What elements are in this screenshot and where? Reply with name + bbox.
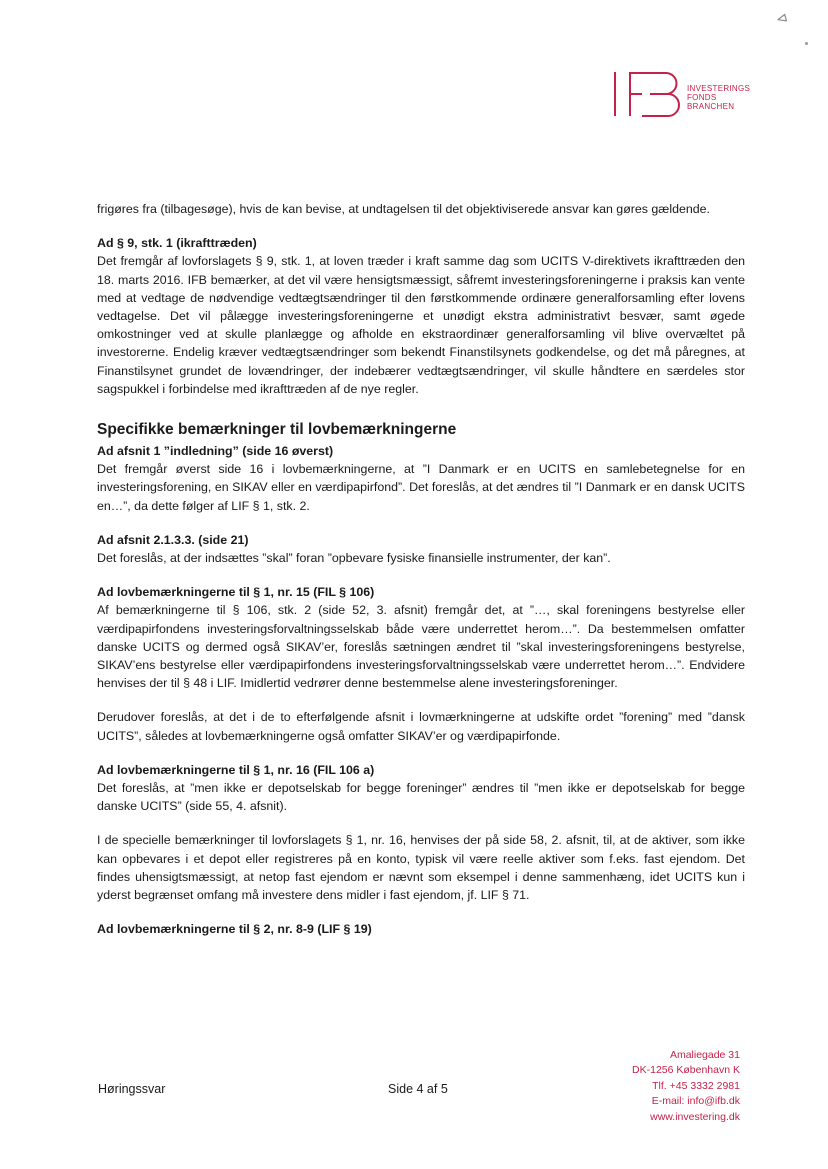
address-line: DK-1256 København K	[632, 1064, 740, 1077]
section-heading: Ad lovbemærkningerne til § 2, nr. 8-9 (LIF § 19)	[97, 922, 372, 937]
address-line: Amaliegade 31	[669, 1049, 740, 1061]
ifb-logo-mark-icon	[612, 70, 684, 120]
section-paragraph: Det fremgår øverst side 16 i lovbemærkningerne, at ”I Danmark er en UCITS en samlebetegnelse for en investeringsforening, en SIKAV eller en værdipapirfond”. Det foreslås, at det ændres til ”I Danmark er en dansk UCITS en…”, da dette følger af LIF § 1, stk. 2.	[97, 462, 745, 513]
page-number: Side 4 af 5	[388, 1082, 448, 1096]
logo-line: BRANCHEN	[687, 102, 735, 111]
section-heading: Ad afsnit 1 ”indledning” (side 16 øverst)	[97, 444, 334, 459]
document-type: Høringssvar	[98, 1082, 166, 1096]
logo-line: INVESTERINGS	[687, 84, 751, 93]
logo-line: FONDS	[687, 93, 717, 102]
section-paragraph: I de specielle bemærkninger til lovforslagets § 1, nr. 16, henvises der på side 58, 2. afsnit, til, at de aktiver, som ikke kan opbevares i et depot eller registreres på en konto, typisk vil være reelle aktiver som f.eks. fast ejendom. Det findes uhensigtsmæssigt, at netop fast ejendom er nævnt som eksempel i denne sammenhæng, idet UCITS kun i yderst begrænset omfang må investere dens midler i fast ejendom, jf. LIF § 71.	[97, 833, 745, 903]
section-heading: Ad lovbemærkningerne til § 1, nr. 15 (FIL § 106)	[97, 585, 375, 600]
ifb-logo	[612, 70, 762, 120]
section-main-title: Specifikke bemærkninger til lovbemærkningerne	[97, 421, 457, 439]
contact-address	[632, 1048, 740, 1125]
section-heading: Ad afsnit 2.1.3.3. (side 21)	[97, 532, 249, 547]
section-paragraph: Derudover foreslås, at det i de to efterfølgende afsnit i lovmærkningerne at udskifte ordet ”forening” med ”dansk UCITS”, således at lovbemærkningerne også omfatter SIKAV’er og værdipapirfonde.	[97, 710, 745, 743]
section-paragraph: Det fremgår af lovforslagets § 9, stk. 1, at loven træder i kraft samme dag som UCITS V-direktivets ikrafttræden den 18. marts 2016. IFB bemærker, at det vil være hensigtsmæssigt, såfremt investeringsforeningerne i praksis kan vente med at vedtage de nødvendige vedtægtsændringer til den førstkommende ordinære generalforsamling efter lovens vedtagelse. Det vil pålægge investeringsforeningerne et unødigt ekstra administrativt besvær, samt øgede omkostninger ved at skulle planlægge og afholde en ekstraordinær generalforsamling vil blive overvæltet på investorerne. Endelig kræver vedtægtsændringer som bekendt Finanstilsynets godkendelse, og det må påregnes, at Finanstilsynet grundet de lovændringer, der indebærer vedtægtsændringer, vil skulle håndtere en særdeles stor sagspukkel i forbindelse med ikrafttræden af de nye regler.	[97, 254, 745, 396]
logo-wordmark	[687, 84, 750, 111]
section-paragraph: Af bemærkningerne til § 106, stk. 2 (side 52, 3. afsnit) fremgår det, at ”…, skal foreningens bestyrelse eller værdipapirfondens investeringsforvaltningsselskab både være underrettet herom…”. Da bestemmelsen omfatter danske UCITS og dermed også SIKAV’er, foreslås sætningen ændret til ”skal investeringsforeningens bestyrelse, SIKAV’ens bestyrelse eller værdipapirfondens investeringsforvaltningsselskab være underrettet herom…”. Endvidere henvises der til § 48 i LIF. Imidlertid vedrører denne bestemmelse alene investeringsforeninger.	[97, 603, 745, 691]
section-paragraph: Det foreslås, at der indsættes ”skal” foran ”opbevare fysiske finansielle instrumenter, der kan”.	[97, 551, 611, 566]
website-line: www.investering.dk	[650, 1110, 740, 1123]
section-heading: Ad lovbemærkningerne til § 1, nr. 16 (FIL 106 a)	[97, 762, 375, 777]
phone-line: Tlf. +45 3332 2981	[652, 1079, 740, 1092]
email-line: E-mail: info@ifb.dk	[651, 1095, 740, 1108]
section-heading: Ad § 9, stk. 1 (ikrafttræden)	[97, 236, 257, 251]
intro-paragraph: frigøres fra (tilbagesøge), hvis de kan bevise, at undtagelsen til det objektiviserede ansvar kan gøres gældende.	[97, 202, 710, 216]
letter-body	[97, 200, 745, 939]
corner-dot	[805, 42, 808, 45]
corner-mark-icon: ⊲	[773, 8, 790, 28]
section-paragraph: Det foreslås, at ”men ikke er depotselskab for begge foreninger” ændres til ”men ikke er depotselskab for begge danske UCITS” (side 55, 4. afsnit).	[97, 781, 745, 814]
